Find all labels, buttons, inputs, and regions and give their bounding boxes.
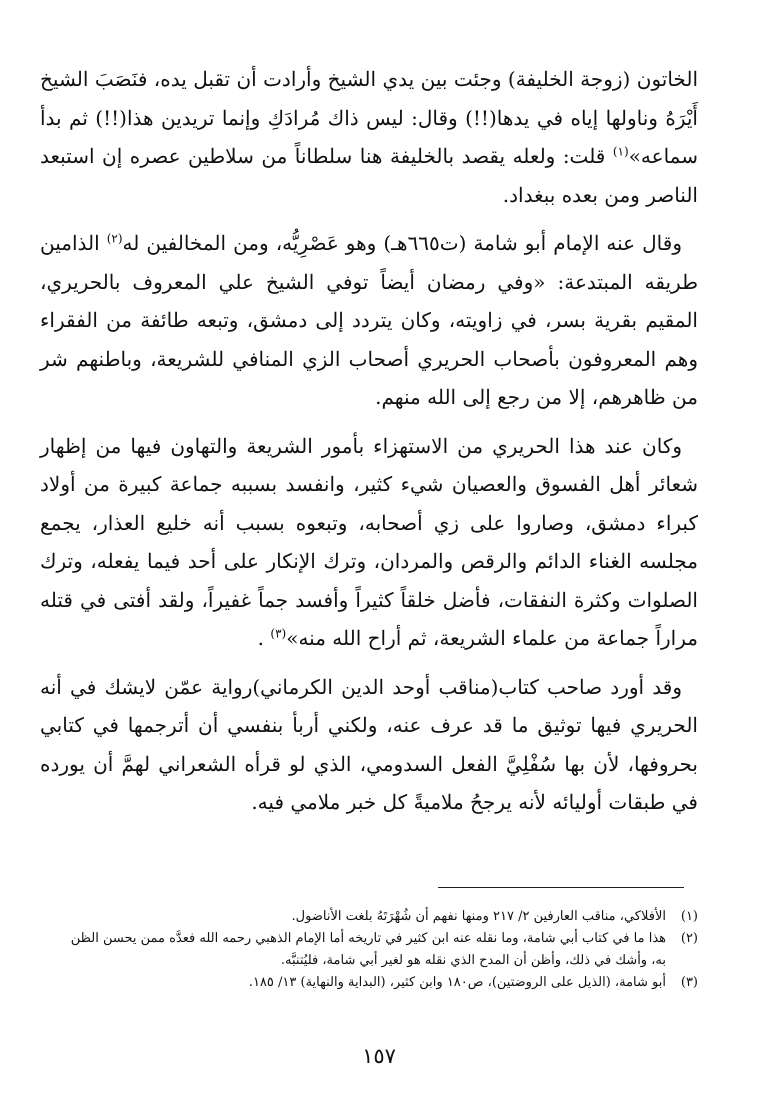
footnote-number: (٢) <box>680 931 698 946</box>
footnote-text: الأفلاكي، مناقب العارفين ٢/ ٢١٧ ومنها نفهم أن شُهْرَتَهُ بلغت الأناضول. <box>291 909 666 924</box>
footnote-1 <box>60 906 698 928</box>
page-number: ١٥٧ <box>362 1044 396 1068</box>
footnotes <box>60 906 698 994</box>
footnote-number: (٣) <box>680 975 698 990</box>
paragraph-4 <box>40 668 698 822</box>
paragraph-2-text-cont: الذامين طريقه المبتدعة: «وفي رمضان أيضاً توفي الشيخ علي المعروف بالحريري، المقيم بقرية بسر، في زاويته، وكان يتردد إلى دمشق، وتبعه طائفة من الفقراء وهم المعروفون بأصحاب الحريري أصحاب الزي المنافي للشريعة، وباطنهم شر من ظاهرهم، إلا من رجع إلى الله منهم. <box>40 231 698 409</box>
main-text <box>40 60 698 822</box>
footnote-ref-1: (١) <box>612 144 629 159</box>
paragraph-2 <box>40 224 698 417</box>
footnote-ref-3: (٣) <box>270 626 287 641</box>
paragraph-2-text: وقال عنه الإمام أبو شامة (ت٦٦٥هـ) وهو عَصْرِيُّه، ومن المخالفين له <box>122 231 682 255</box>
paragraph-3-text-cont: . <box>257 626 271 650</box>
paragraph-1-text-cont: قلت: ولعله يقصد بالخليفة هنا سلطاناً من سلاطين عصره إن استبعد الناصر ومن بعده ببغداد. <box>40 144 698 207</box>
paragraph-1-text: الخاتون (زوجة الخليفة) وجئت بين يدي الشيخ وأرادت أن تقبل يده، فنَصَبَ الشيخ أَيْرَهُ وناولها إياه في يدها(!!) وقال: ليس ذاك مُرادَكِ وإنما تريدين هذا(!!) ثم بدأ سماعه» <box>40 67 698 168</box>
footnote-divider <box>438 887 684 888</box>
paragraph-4-text: وقد أورد صاحب كتاب(مناقب أوحد الدين الكرماني)رواية عمّن لايشك في أنه الحريري فيها توثيق ما قد عرف عنه، ولكني أربأ بنفسي أن أترجمها في كتابي بحروفها، لأن بها سُفْلِيَّ الفعل السدومي، الذي لو قرأه الشعراني لهمَّ أن يورده في طبقات أوليائه لأنه يرجحُ ملاميةً كل خبر ملامي فيه. <box>40 674 698 814</box>
paragraph-1 <box>40 60 698 214</box>
paragraph-3 <box>40 427 698 658</box>
footnote-ref-2: (٢) <box>106 231 123 246</box>
footnote-text: أبو شامة، (الذيل على الروضتين)، ص١٨٠ وابن كثير، (البداية والنهاية) ١٣/ ١٨٥. <box>248 975 666 990</box>
footnote-text: هذا ما في كتاب أبي شامة، وما نقله عنه ابن كثير في تاريخه أما الإمام الذهبي رحمه الله فعدَّه ممن يحسن الظن به، وأشك في ذلك، وأظن أن المدح الذي نقله هو لغير أبي شامة، فليُتنبَّه. <box>70 931 666 968</box>
footnote-number: (١) <box>680 909 698 924</box>
footnote-3 <box>60 972 698 994</box>
paragraph-3-text: وكان عند هذا الحريري من الاستهزاء بأمور الشريعة والتهاون فيها من إظهار شعائر أهل الفسوق والعصيان شيء كثير، وانفسد بسببه جماعة كبيرة من أولاد كبراء دمشق، وصاروا على زي أصحابه، وتبعوه بسبب أنه خليع العذار، يجمع مجلسه الغناء الدائم والرقص والمردان، وترك الإنكار على أحد فيما يفعله، وترك الصلوات وكثرة النفقات، فأضل خلقاً كثيراً وأفسد جماً غفيراً، ولقد أفتى في قتله مراراً جماعة من علماء الشريعة، ثم أراح الله منه» <box>40 433 698 650</box>
footnote-2 <box>60 928 698 972</box>
